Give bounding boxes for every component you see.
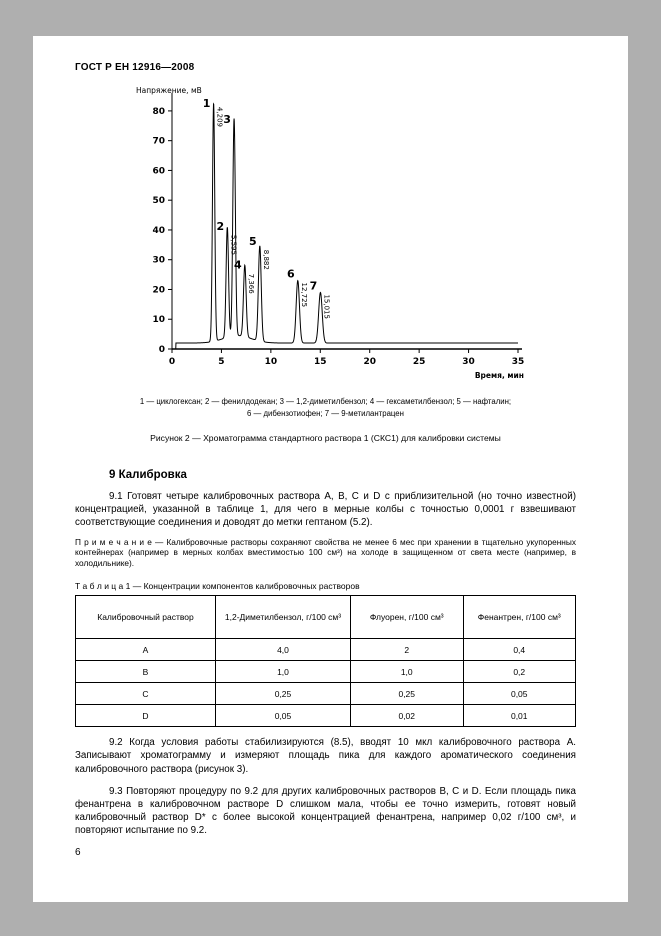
y-axis-title: Напряжение, мВ (135, 86, 202, 95)
peak-number-label: 2 (215, 219, 224, 233)
x-axis-title: Время, мин (474, 371, 524, 380)
y-tick-label: 60 (151, 166, 165, 177)
chromatogram-chart (126, 83, 526, 385)
y-tick-label: 0 (158, 345, 165, 355)
x-tick-label: 35 (511, 357, 524, 367)
x-tick-label: 0 (168, 357, 175, 367)
table-cell: 0,25 (216, 683, 351, 705)
peak-retention-time-label: 8,882 (261, 249, 270, 270)
table-cell: 0,25 (351, 683, 464, 705)
table-row (76, 683, 576, 705)
paragraph-9-1: 9.1 Готовят четыре калибровочных раствора A, B, C и D с приблизительной (но точно известной) концентрацией, указанной в таблице 1, для чего в мерные колбы с точностью 0,0001 г взвешивают соответствующие соединения и доводят до метки гептаном (5.2). (75, 491, 576, 529)
table-header-cell: 1,2-Диметилбензол, г/100 см³ (216, 596, 351, 639)
document-page (33, 36, 628, 902)
table-cell: 0,02 (351, 705, 464, 727)
table-row (76, 661, 576, 683)
y-tick-label: 40 (151, 225, 165, 236)
table-cell: 4,0 (216, 639, 351, 661)
table-cell: 1,0 (351, 661, 464, 683)
table-header-row (76, 596, 576, 639)
peak-number-label: 4 (233, 258, 242, 272)
y-tick-label: 10 (151, 315, 165, 326)
peak-retention-time-label: 7,366 (246, 273, 255, 294)
section-heading: 9 Калибровка (109, 469, 187, 482)
peak-retention-time-label: 12,725 (299, 282, 308, 308)
table-cell: B (76, 661, 216, 683)
x-tick-label: 25 (412, 357, 425, 367)
y-tick-label: 20 (151, 285, 165, 296)
figure-legend-line-1: 1 — циклогексан; 2 — фенилдодекан; 3 — 1,2-диметилбензол; 4 — гексаметилбензол; 5 — нафталин; (139, 397, 512, 406)
y-tick-label: 50 (151, 196, 165, 207)
table-cell: 0,2 (463, 661, 576, 683)
figure-legend-line-2: 6 — дибензотиофен; 7 — 9-метилантрацен (247, 409, 404, 419)
table-header-cell: Фенантрен, г/100 см³ (463, 596, 576, 639)
table-title: Т а б л и ц а 1 — Концентрации компонентов калибровочных растворов (75, 581, 360, 592)
figure-caption: Рисунок 2 — Хроматограмма стандартного раствора 1 (СКС1) для калибровки системы (150, 433, 501, 444)
table-cell: 0,4 (463, 639, 576, 661)
peak-number-label: 7 (309, 279, 317, 293)
y-tick-label: 30 (151, 255, 165, 266)
page-number: 6 (75, 847, 81, 858)
peak-retention-time-label: 5,595 (228, 234, 237, 255)
table-cell: 1,0 (216, 661, 351, 683)
peak-number-label: 5 (248, 234, 257, 248)
table-cell: 0,05 (216, 705, 351, 727)
table-cell: 0,05 (463, 683, 576, 705)
note-text: П р и м е ч а н и е — Калибровочные растворы сохраняют свойства не менее 6 мес при хранении в тщательно укупоренных контейнерах (например в мерных колбах вместимостью 100 см³) на холоде в защищенном от света месте (например, в холодильнике). (75, 536, 576, 569)
table-cell: A (76, 639, 216, 661)
figure-block (75, 83, 576, 443)
y-tick-label: 70 (151, 136, 165, 147)
document-header: ГОСТ Р ЕН 12916—2008 (75, 62, 195, 73)
table-cell: C (76, 683, 216, 705)
table-cell: D (76, 705, 216, 727)
y-tick-label: 80 (151, 106, 165, 117)
x-tick-label: 30 (461, 357, 475, 367)
table-cell: 0,01 (463, 705, 576, 727)
peak-retention-time-label: 15,015 (321, 294, 330, 319)
table-header-cell: Калибровочный раствор (76, 596, 216, 639)
table-cell: 2 (351, 639, 464, 661)
figure-legend (75, 396, 576, 420)
peak-number-label: 1 (202, 97, 210, 110)
peak-retention-time-label: 4,209 (215, 106, 224, 127)
x-tick-label: 5 (217, 357, 225, 367)
table-row (76, 705, 576, 727)
x-tick-label: 20 (362, 357, 376, 367)
paragraph-9-2: 9.2 Когда условия работы стабилизируются (8.5), вводят 10 мкл калибровочного раствора A. Записывают хроматограмму и измеряют площадь пика для каждого ароматического соединения калибровочного раствора (рисунок 3). (75, 737, 576, 775)
x-tick-label: 15 (313, 357, 327, 367)
peak-number-label: 3 (222, 112, 231, 126)
peak-number-label: 6 (286, 267, 295, 281)
table-header-cell: Флуорен, г/100 см³ (351, 596, 464, 639)
table-row (76, 639, 576, 661)
paragraph-9-3: 9.3 Повторяют процедуру по 9.2 для других калибровочных растворов B, C и D. Если площадь пика фенантрена в калибровочном растворе D слишком мала, чтобы ее точно измерить, готовят новый калибровочный раствор D* с более высокой концентрацией фенантрена, например 0,02 г/100 см³, и повторяют испытание по 9.2. (75, 785, 576, 837)
x-tick-label: 10 (264, 357, 277, 367)
calibration-table (75, 595, 576, 727)
